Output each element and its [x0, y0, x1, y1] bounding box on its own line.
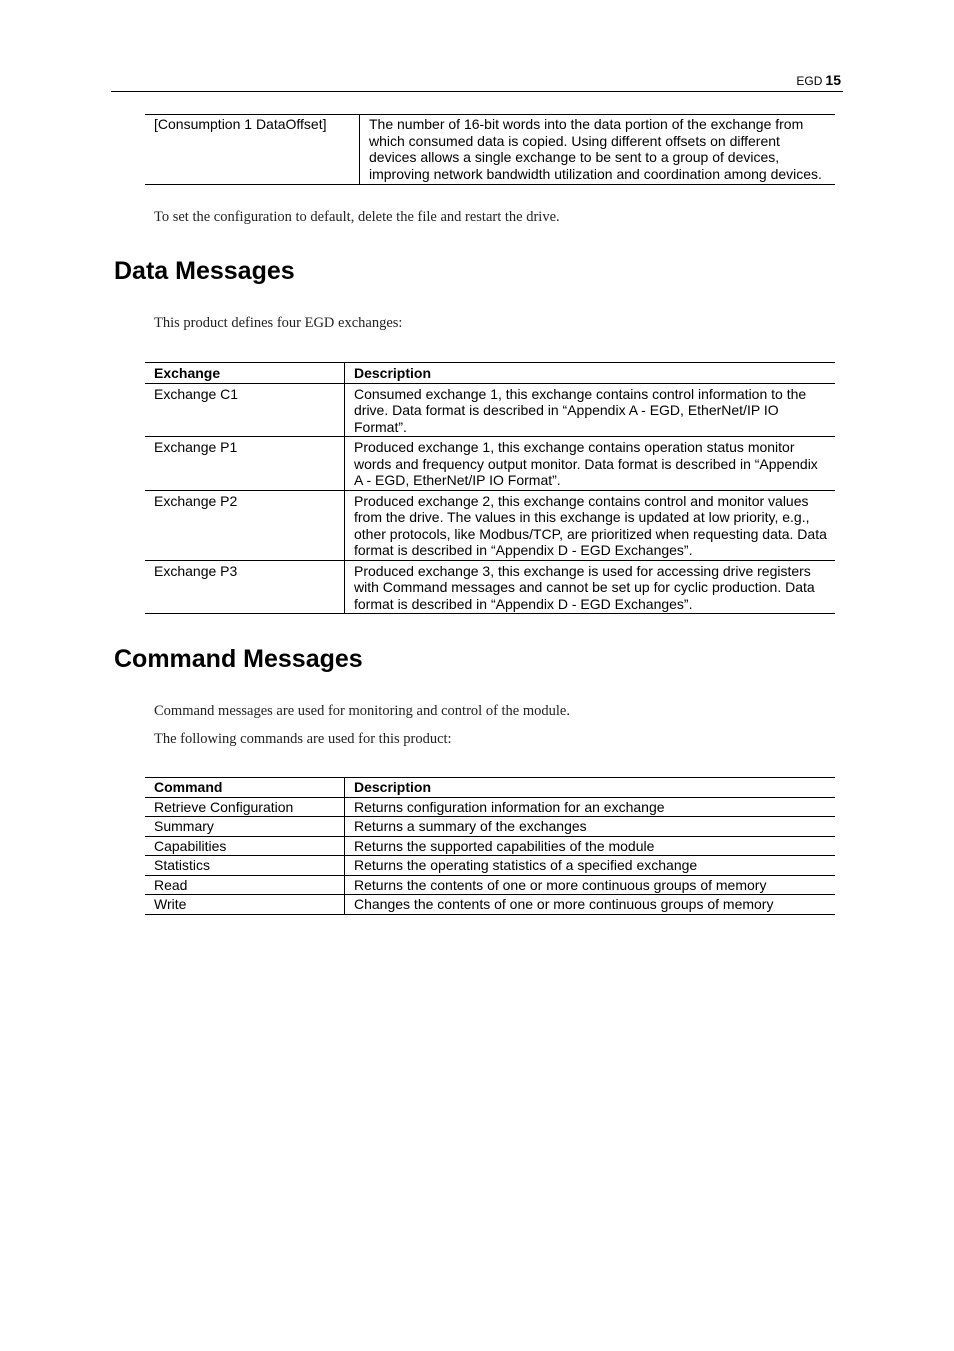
command-name: Summary: [145, 817, 345, 837]
command-messages-heading: Command Messages: [114, 645, 363, 673]
exchange-desc: Produced exchange 3, this exchange is used for accessing drive registers with Command messages and cannot be set up for cyclic production. Data format is described in “Appendix D - EGD Exchanges”.: [345, 560, 836, 614]
table-header-row: [145, 363, 835, 384]
command-name: Read: [145, 875, 345, 895]
table-row: [145, 490, 835, 560]
command-desc: Returns configuration information for an exchange: [345, 797, 836, 817]
command-desc: Returns the supported capabilities of the module: [345, 836, 836, 856]
table-row: [145, 383, 835, 437]
table-row: [145, 895, 835, 915]
command-name: Statistics: [145, 856, 345, 876]
page-number: 15: [825, 72, 841, 88]
table-header-row: [145, 778, 835, 798]
command-name: Capabilities: [145, 836, 345, 856]
command-messages-intro: Command messages are used for monitoring and control of the module.: [154, 703, 570, 719]
column-header-description: Description: [345, 778, 836, 798]
command-desc: Returns the contents of one or more continuous groups of memory: [345, 875, 836, 895]
exchange-desc: Consumed exchange 1, this exchange contains control information to the drive. Data format is described in “Appendix A - EGD, EtherNet/IP IO Format”.: [345, 383, 836, 437]
table-row: [145, 115, 835, 185]
desc-cell: The number of 16-bit words into the data portion of the exchange from which consumed data is copied. Using different offsets on different devices allows a single exchange to be sent to a group of devices, improving network bandwidth utilization and coordination among devices.: [369, 116, 822, 182]
exchange-name: Exchange P3: [145, 560, 345, 614]
param-cell: [Consumption 1 DataOffset]: [145, 115, 360, 185]
table-row: [145, 560, 835, 614]
header-label: [796, 72, 841, 88]
exchange-desc: Produced exchange 1, this exchange contains operation status monitor words and frequency output monitor. Data format is described in “Appendix A - EGD, EtherNet/IP IO Format”.: [345, 437, 836, 491]
column-header-command: Command: [145, 778, 345, 798]
default-note: To set the configuration to default, delete the file and restart the drive.: [154, 209, 560, 225]
command-messages-intro-2: The following commands are used for this product:: [154, 731, 452, 747]
exchange-name: Exchange P2: [145, 490, 345, 560]
table-row: [145, 856, 835, 876]
column-header-description: Description: [345, 363, 836, 384]
table-row: [145, 437, 835, 491]
table-row: [145, 797, 835, 817]
exchange-desc: Produced exchange 2, this exchange contains control and monitor values from the drive. The values in this exchange is updated at low priority, e.g., other protocols, like Modbus/TCP, are prioritized when requesting data. Data format is described in “Appendix D - EGD Exchanges”.: [345, 490, 836, 560]
command-name: Write: [145, 895, 345, 915]
config-table: [145, 114, 835, 185]
command-desc: Returns a summary of the exchanges: [345, 817, 836, 837]
command-name: Retrieve Configuration: [145, 797, 345, 817]
page-header: [111, 70, 843, 92]
table-row: [145, 836, 835, 856]
data-messages-heading: Data Messages: [114, 257, 295, 285]
header-section: EGD: [796, 74, 823, 88]
exchange-table: [145, 362, 835, 614]
data-messages-intro: This product defines four EGD exchanges:: [154, 315, 403, 331]
table-row: [145, 875, 835, 895]
exchange-name: Exchange P1: [145, 437, 345, 491]
command-desc: Changes the contents of one or more continuous groups of memory: [345, 895, 836, 915]
exchange-name: Exchange C1: [145, 383, 345, 437]
command-desc: Returns the operating statistics of a specified exchange: [345, 856, 836, 876]
command-table: [145, 777, 835, 915]
column-header-exchange: Exchange: [145, 363, 345, 384]
table-row: [145, 817, 835, 837]
